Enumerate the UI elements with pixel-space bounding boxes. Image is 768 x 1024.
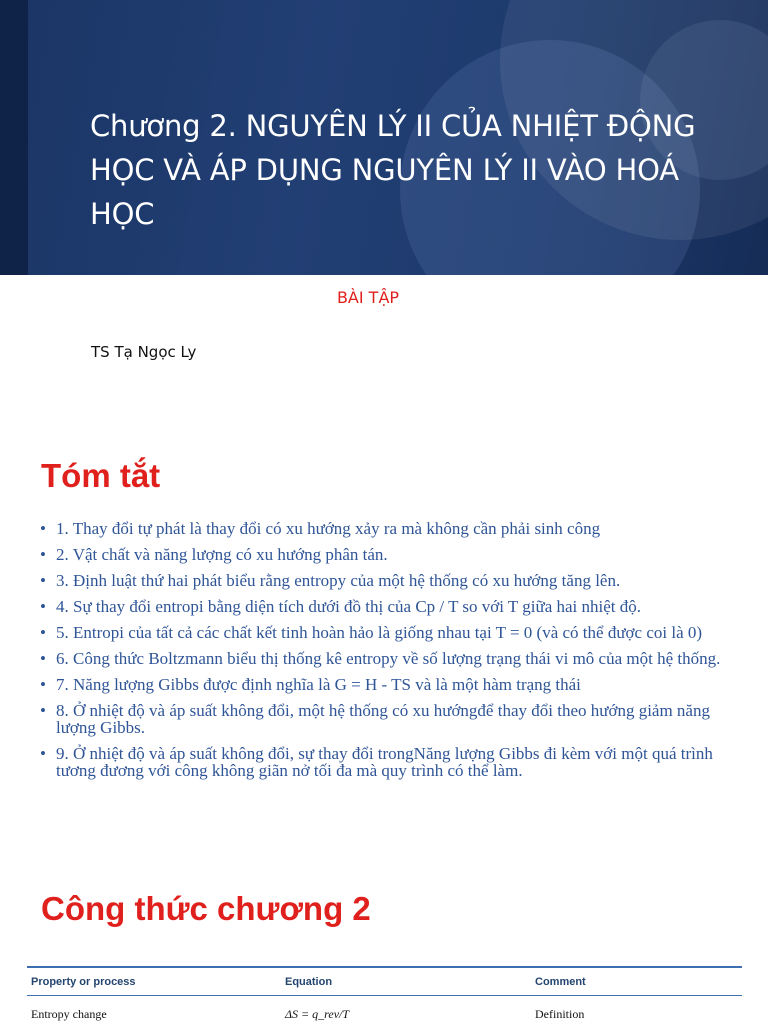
- banner-side-strip: [0, 0, 28, 275]
- table-cell: Entropy change: [31, 1006, 107, 1021]
- list-item: [40, 598, 740, 615]
- formulas-heading: Công thức chương 2: [41, 890, 371, 927]
- column-header: Comment: [535, 975, 586, 988]
- list-item: [40, 676, 740, 693]
- bullet-icon: •: [40, 675, 46, 694]
- list-item-text: 1. Thay đổi tự phát là thay đổi có xu hướng xảy ra mà không cần phải sinh công: [56, 519, 601, 538]
- list-item: [40, 624, 740, 641]
- chapter-title: Chương 2. NGUYÊN LÝ II CỦA NHIỆT ĐỘNG HỌC VÀ ÁP DỤNG NGUYÊN LÝ II VÀO HOÁ HỌC: [90, 109, 696, 231]
- bullet-icon: •: [40, 519, 46, 538]
- list-item: [40, 650, 740, 667]
- list-item-text: 8. Ở nhiệt độ và áp suất không đổi, một hệ thống có xu hướngđể thay đổi theo hướng giảm năng lượng Gibbs.: [56, 701, 710, 737]
- title-banner: [0, 0, 768, 275]
- table-header-row: [27, 968, 742, 996]
- author-name: TS Tạ Ngọc Ly: [91, 343, 197, 361]
- list-item-text: 4. Sự thay đổi entropi bằng diện tích dưới đồ thị của Cp / T so với T giữa hai nhiệt độ.: [56, 597, 642, 616]
- list-item-text: 9. Ở nhiệt độ và áp suất không đổi, sự thay đổi trongNăng lượng Gibbs đi kèm với một quá trình tương đương với công không giãn nở tối đa mà quy trình có thể làm.: [56, 744, 713, 780]
- list-item-text: 5. Entropi của tất cả các chất kết tinh hoàn hảo là giống nhau tại T = 0 (và có thể được coi là 0): [56, 623, 703, 642]
- subtitle: BÀI TẬP: [336, 288, 400, 307]
- column-header: Equation: [285, 975, 333, 988]
- summary-list: [40, 520, 740, 788]
- bullet-icon: •: [40, 744, 46, 763]
- list-item-text: 2. Vật chất và năng lượng có xu hướng phân tán.: [56, 545, 388, 564]
- list-item: [40, 520, 740, 537]
- list-item: [40, 546, 740, 563]
- list-item-text: 7. Năng lượng Gibbs được định nghĩa là G = H - TS và là một hàm trạng thái: [56, 675, 581, 694]
- list-item-text: 3. Định luật thứ hai phát biểu rằng entropy của một hệ thống có xu hướng tăng lên.: [56, 571, 621, 590]
- bullet-icon: •: [40, 597, 46, 616]
- bullet-icon: •: [40, 545, 46, 564]
- bullet-icon: •: [40, 623, 46, 642]
- table-cell: Definition: [535, 1006, 585, 1021]
- column-header: Property or process: [31, 975, 136, 988]
- table-row: [27, 996, 742, 1024]
- bullet-icon: •: [40, 571, 46, 590]
- formula-table: [27, 966, 742, 1024]
- list-item-text: 6. Công thức Boltzmann biểu thị thống kê entropy về số lượng trạng thái vi mô của một hệ thống.: [56, 649, 721, 668]
- list-item: [40, 572, 740, 589]
- list-item: [40, 745, 740, 779]
- bullet-icon: •: [40, 649, 46, 668]
- list-item: [40, 702, 740, 736]
- summary-heading: Tóm tắt: [41, 457, 161, 494]
- equation-cell: ΔS = q_rev/T: [285, 1006, 350, 1021]
- bullet-icon: •: [40, 701, 46, 720]
